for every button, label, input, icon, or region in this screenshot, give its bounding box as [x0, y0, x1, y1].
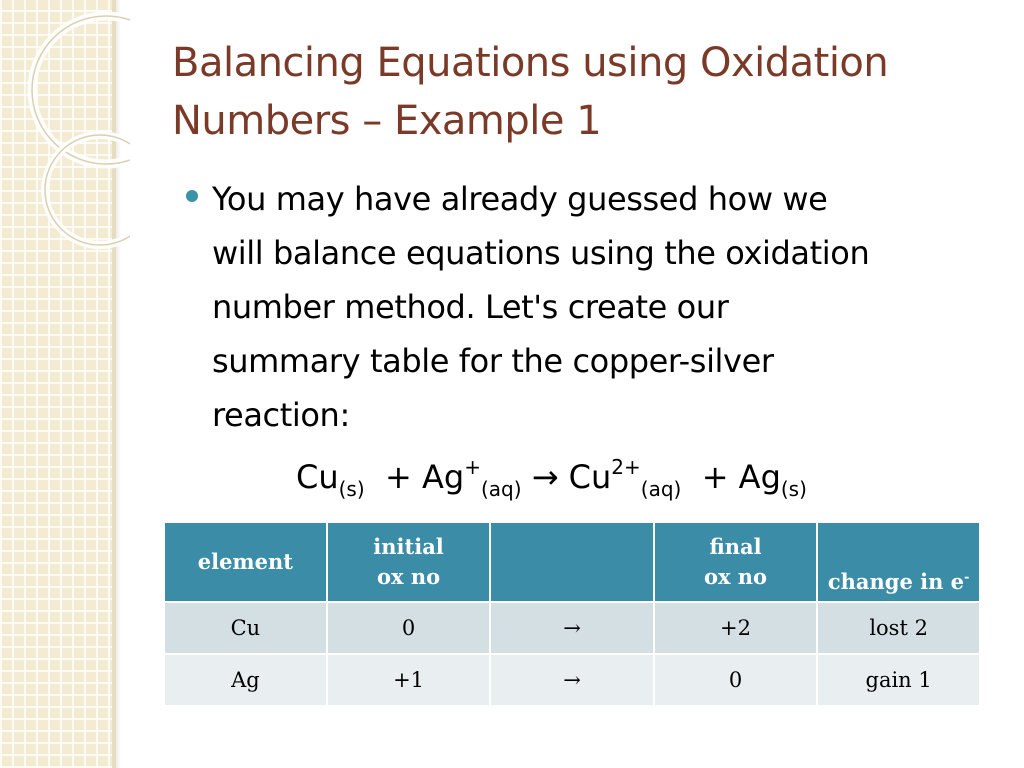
- cell-initial: +1: [327, 654, 491, 706]
- bullet-paragraph: [212, 172, 1002, 442]
- bullet-line: will balance equations using the oxidation: [212, 234, 870, 272]
- equation-ag-product: + Ag: [701, 458, 781, 496]
- cell-final: +2: [654, 602, 818, 654]
- cell-final: 0: [654, 654, 818, 706]
- slide-title-line-2: Numbers – Example 1: [172, 98, 602, 144]
- header-initial-line-2: ox no: [376, 564, 441, 589]
- cell-arrow: →: [490, 654, 653, 706]
- cell-arrow: →: [490, 602, 653, 654]
- header-change-sup: -: [964, 570, 970, 585]
- header-initial-ox-no: [327, 522, 491, 602]
- cell-change: gain 1: [817, 654, 980, 706]
- table-row: [164, 654, 980, 706]
- header-change-label: change in e: [827, 569, 965, 594]
- header-final-line-2: ox no: [703, 564, 768, 589]
- equation-cu-reactant-state: (s): [338, 477, 365, 501]
- decorative-rings: [0, 0, 130, 260]
- equation-cu-charge: 2+: [611, 455, 641, 479]
- cell-element: Cu: [164, 602, 327, 654]
- header-final-line-1: final: [709, 534, 762, 559]
- equation-ag-reactant: + Ag: [385, 458, 465, 496]
- bullet-line: number method. Let's create our: [212, 288, 729, 326]
- bullet-line: reaction:: [212, 396, 350, 434]
- bullet-line: You may have already guessed how we: [212, 180, 828, 218]
- header-element: element: [164, 522, 327, 602]
- equation-arrow-cu-product: → Cu: [531, 458, 612, 496]
- header-change-in-electrons: [817, 522, 980, 602]
- slide-title: [172, 34, 1002, 150]
- header-final-ox-no: [654, 522, 818, 602]
- table-row: [164, 602, 980, 654]
- cell-initial: 0: [327, 602, 491, 654]
- summary-table: [163, 521, 981, 707]
- equation-cu-product-state: (aq): [640, 477, 682, 501]
- bullet-line: summary table for the copper-silver: [212, 342, 774, 380]
- reaction-equation: [296, 452, 916, 514]
- slide-title-line-1: Balancing Equations using Oxidation: [172, 40, 889, 86]
- header-blank: [490, 522, 653, 602]
- equation-ag-charge: +: [464, 455, 481, 479]
- header-initial-line-1: initial: [373, 534, 444, 559]
- cell-element: Ag: [164, 654, 327, 706]
- cell-change: lost 2: [817, 602, 980, 654]
- equation-cu-reactant: Cu: [296, 458, 339, 496]
- equation-ag-product-state: (s): [780, 477, 807, 501]
- bullet-point-icon: [186, 190, 198, 202]
- table-header-row: [164, 522, 980, 602]
- equation-ag-state: (aq): [480, 477, 522, 501]
